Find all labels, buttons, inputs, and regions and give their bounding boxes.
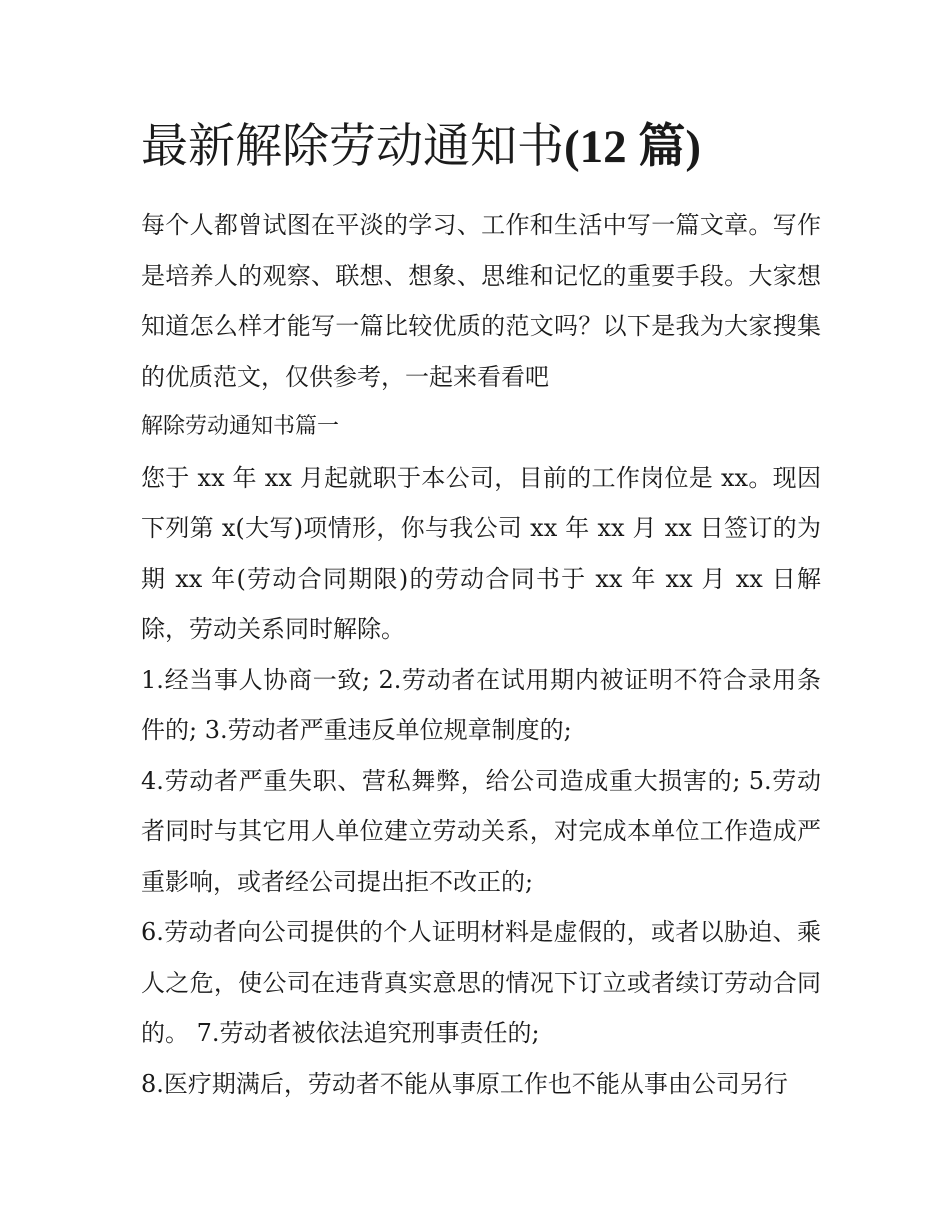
reason-list-2: 4.劳动者严重失职、营私舞弊，给公司造成重大损害的; 5.劳动者同时与其它用人单位建立劳动关系，对完成本单位工作造成严重影响，或者经公司提出拒不改正的; xyxy=(141,766,821,896)
document-page xyxy=(141,112,821,1109)
intro-paragraph: 每个人都曾试图在平淡的学习、工作和生活中写一篇文章。写作是培养人的观察、联想、想象、思维和记忆的重要手段。大家想知道怎么样才能写一篇比较优质的范文吗？以下是我为大家搜集的优质范文，仅供参考，一起来看看吧 xyxy=(141,211,821,391)
reason-list-3: 6.劳动者向公司提供的个人证明材料是虚假的，或者以胁迫、乘人之危，使公司在违背真实意思的情况下订立或者续订劳动合同的。 7.劳动者被依法追究刑事责任的; xyxy=(141,918,821,1047)
title-main: 最新解除劳动通知书 xyxy=(141,119,564,174)
title-count: (12 篇) xyxy=(564,121,702,173)
reason-list-4: 8.医疗期满后，劳动者不能从事原工作也不能从事由公司另行 xyxy=(141,1069,788,1098)
section-heading: 解除劳动通知书篇一 xyxy=(141,414,340,439)
document-title xyxy=(141,112,821,182)
reason-list-1: 1.经当事人协商一致; 2.劳动者在试用期内被证明不符合录用条件的; 3.劳动者严重违反单位规章制度的; xyxy=(141,665,821,744)
notice-paragraph: 您于 xx 年 xx 月起就职于本公司，目前的工作岗位是 xx。现因下列第 x(大写)项情形，你与我公司 xx 年 xx 月 xx 日签订的为期 xx 年(劳动合同期限)的劳动合同书于 xx 年 xx 月 xx 日解除，劳动关系同时解除。 xyxy=(141,463,821,643)
